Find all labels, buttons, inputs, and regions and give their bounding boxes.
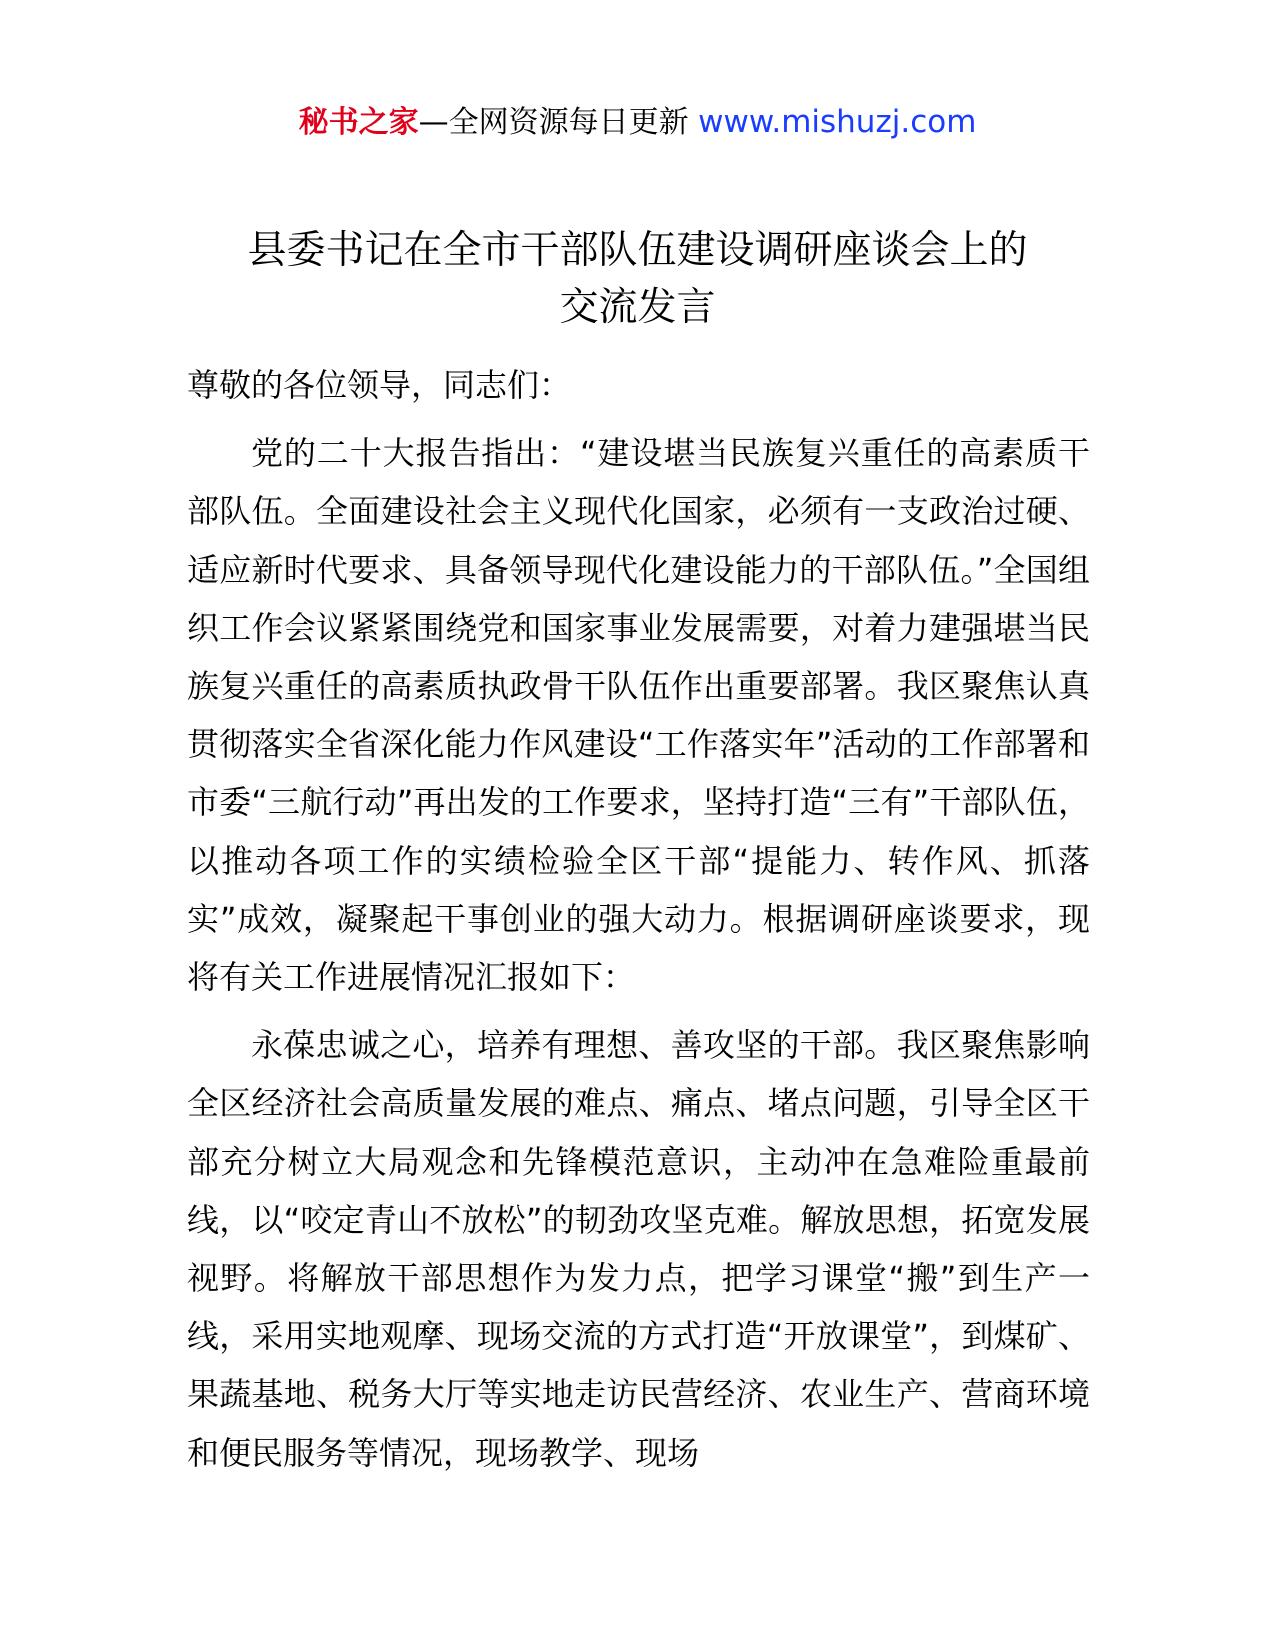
document-body xyxy=(187,356,1090,1482)
site-url-link[interactable]: www.mishuzj.com xyxy=(698,104,977,140)
header-slogan: —全网资源每日更新 xyxy=(418,105,689,140)
site-header xyxy=(0,102,1275,143)
title-line-1: 县委书记在全市干部队伍建设调研座谈会上的 xyxy=(247,228,1028,273)
salutation: 尊敬的各位领导，同志们： xyxy=(187,366,572,404)
paragraph-1: 党的二十大报告指出：“建设堪当民族复兴重任的高素质干部队伍。全面建设社会主义现代化国家，必须有一支政治过硬、适应新时代要求、具备领导现代化建设能力的干部队伍。”全国组织工作会议紧紧围绕党和国家事业发展需要，对着力建强堪当民族复兴重任的高素质执政骨干队伍作出重要部署。我区聚焦认真贯彻落实全省深化能力作风建设“工作落实年”活动的工作部署和市委“三航行动”再出发的工作要求，坚持打造“三有”干部队伍，以推动各项工作的实绩检验全区干部“提能力、转作风、抓落实”成效，凝聚起干事创业的强大动力。根据调研座谈要求，现将有关工作进展情况汇报如下： xyxy=(187,434,1090,997)
title-line-2: 交流发言 xyxy=(559,285,716,330)
brand-name: 秘书之家 xyxy=(298,105,419,140)
document-title xyxy=(150,222,1125,336)
paragraph-2: 永葆忠诚之心，培养有理想、善攻坚的干部。我区聚焦影响全区经济社会高质量发展的难点、痛点、堵点问题，引导全区干部充分树立大局观念和先锋模范意识，主动冲在急难险重最前线，以“咬定青山不放松”的韧劲攻坚克难。解放思想，拓宽发展视野。将解放干部思想作为发力点，把学习课堂“搬”到生产一线，采用实地观摩、现场交流的方式打造“开放课堂”，到煤矿、果蔬基地、税务大厅等实地走访民营经济、农业生产、营商环境和便民服务等情况，现场教学、现场 xyxy=(187,1026,1090,1472)
